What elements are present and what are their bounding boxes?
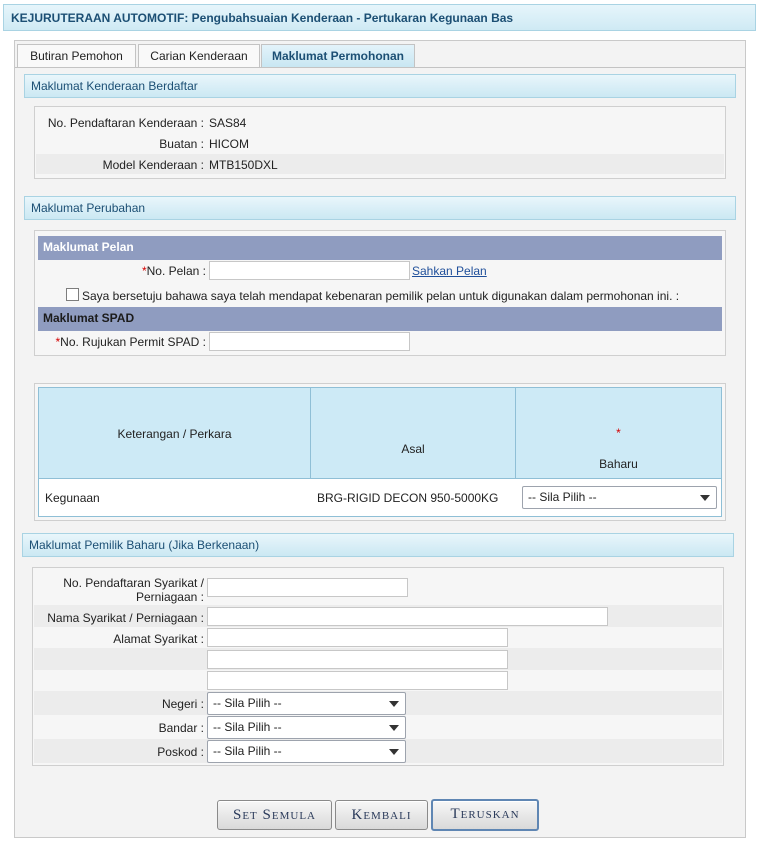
next-button[interactable]: Teruskan (431, 799, 539, 831)
required-mark: * (141, 264, 147, 278)
address-line3-input[interactable] (207, 671, 508, 690)
company-reg-label-line1: No. Pendaftaran Syarikat / (63, 576, 204, 590)
company-name-label: Nama Syarikat / Perniagaan : (47, 611, 204, 625)
city-select[interactable] (207, 716, 406, 739)
state-select-value: -- Sila Pilih -- (213, 696, 282, 710)
tab-carian-kenderaan[interactable]: Carian Kenderaan (138, 44, 260, 68)
make-label: Buatan : (159, 137, 204, 151)
reg-no-value: SAS84 (209, 116, 247, 130)
owner-section-header: Maklumat Pemilik Baharu (Jika Berkenaan) (22, 533, 734, 557)
company-name-input[interactable] (207, 607, 608, 626)
model-label: Model Kenderaan : (102, 158, 204, 172)
row-desc: Kegunaan (45, 491, 100, 505)
verify-plan-link[interactable]: Sahkan Pelan (412, 264, 487, 278)
postcode-label: Poskod : (157, 745, 204, 759)
state-label: Negeri : (161, 697, 204, 711)
reset-button[interactable]: Set Semula (217, 800, 332, 830)
tab-butiran-pemohon[interactable]: Butiran Pemohon (17, 44, 136, 68)
address-line1-input[interactable] (207, 628, 508, 647)
city-label: Bandar : (158, 721, 204, 735)
state-select[interactable] (207, 692, 406, 715)
plan-no-label-text: No. Pelan : (146, 264, 206, 278)
postcode-select-value: -- Sila Pilih -- (213, 744, 282, 758)
model-value: MTB150DXL (209, 158, 278, 172)
make-value: HICOM (209, 137, 249, 151)
row-new-select[interactable] (522, 486, 717, 509)
agree-text: Saya bersetuju bahawa saya telah mendapat kebenaran pemilik pelan untuk digunakan dalam permohonan ini. : (82, 289, 680, 303)
agree-checkbox[interactable] (66, 288, 79, 301)
col-header-new-required: * (616, 426, 621, 440)
col-header-original-text: Asal (401, 442, 425, 456)
col-header-new-text: Baharu (599, 457, 638, 471)
col-header-desc-text: Keterangan / Perkara (117, 427, 232, 441)
chevron-down-icon (700, 495, 710, 501)
company-reg-input[interactable] (207, 578, 408, 597)
col-header-original (310, 387, 516, 479)
address-line2-input[interactable] (207, 650, 508, 669)
chevron-down-icon (389, 749, 399, 755)
chevron-down-icon (389, 701, 399, 707)
company-reg-label-line2: Perniagaan : (135, 590, 204, 604)
back-button[interactable]: Kembali (335, 800, 428, 830)
page-title: KEJURUTERAAN AUTOMOTIF: Pengubahsuaian Kenderaan - Pertukaran Kegunaan Bas (3, 4, 756, 31)
tab-divider (15, 67, 745, 68)
plan-subheader: Maklumat Pelan (38, 236, 722, 260)
chevron-down-icon (389, 725, 399, 731)
spad-subheader: Maklumat SPAD (38, 307, 722, 331)
vehicle-section-header: Maklumat Kenderaan Berdaftar (24, 74, 736, 98)
city-select-value: -- Sila Pilih -- (213, 720, 282, 734)
plan-no-label (38, 264, 206, 278)
reg-no-label: No. Pendaftaran Kenderaan : (47, 116, 204, 130)
tab-maklumat-permohonan[interactable]: Maklumat Permohonan (261, 44, 415, 68)
spad-ref-label-text: No. Rujukan Permit SPAD : (60, 335, 206, 349)
address-label: Alamat Syarikat : (113, 632, 204, 646)
spad-ref-label (38, 335, 206, 349)
plan-no-input[interactable] (209, 261, 410, 280)
change-section-header: Maklumat Perubahan (24, 196, 736, 220)
row-new-select-value: -- Sila Pilih -- (528, 490, 597, 504)
spad-ref-input[interactable] (209, 332, 410, 351)
company-reg-label (34, 576, 204, 604)
required-mark: * (55, 335, 61, 349)
postcode-select[interactable] (207, 740, 406, 763)
row-original: BRG-RIGID DECON 950-5000KG (317, 491, 499, 505)
